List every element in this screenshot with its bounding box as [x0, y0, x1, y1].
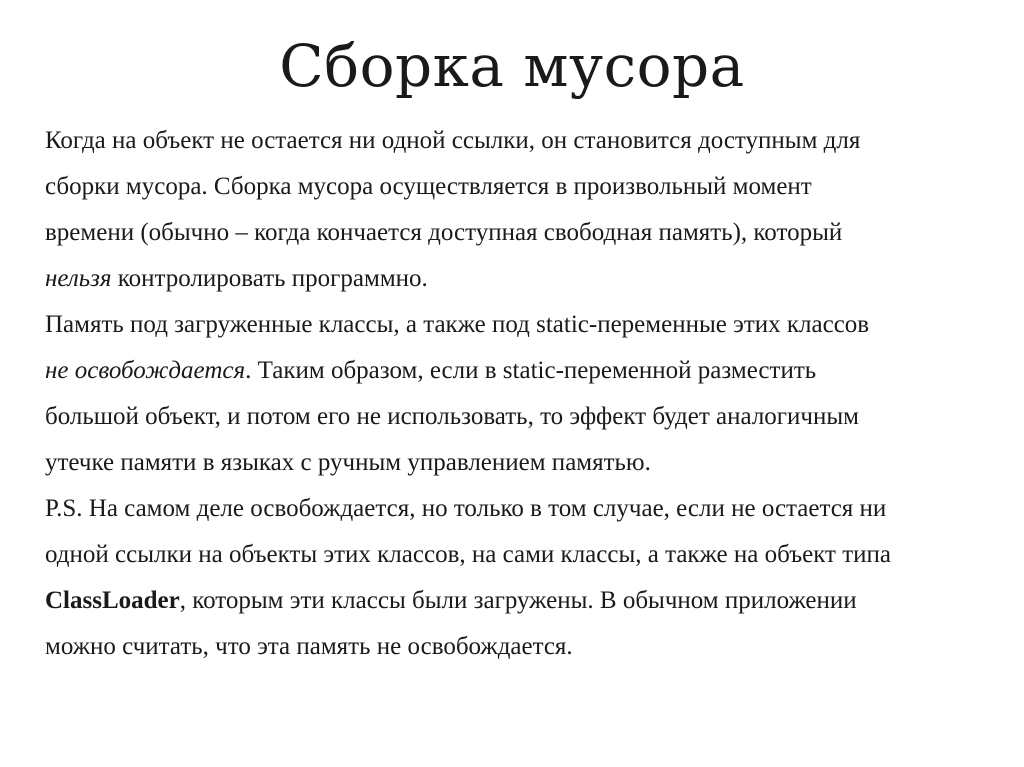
text-line: времени (обычно – когда кончается доступная свободная память), который [45, 219, 843, 246]
text-line: сборки мусора. Сборка мусора осуществляется в произвольный момент [45, 173, 812, 200]
text-line: можно считать, что эта память не освобождается. [45, 633, 573, 660]
classloader-term: ClassLoader [45, 587, 180, 614]
text-line: Память под загруженные классы, а также под static-переменные этих классов [45, 311, 870, 338]
text-line [45, 578, 995, 624]
text-line: P.S. На самом деле освобождается, но только в том случае, если не остается ни [45, 495, 887, 522]
emphasis-text: нельзя [45, 265, 112, 292]
emphasis-text: не освобождается [45, 357, 246, 384]
text-fragment: . Таким образом, если в static-переменной разместить [245, 357, 817, 384]
slide-body [45, 118, 995, 670]
text-fragment: контролировать программно. [111, 265, 428, 292]
text-line: большой объект, и потом его не использовать, то эффект будет аналогичным [45, 403, 860, 430]
paragraph-ps-note [45, 486, 995, 670]
text-line [45, 256, 995, 302]
text-line: одной ссылки на объекты этих классов, на сами классы, а также на объект типа [45, 541, 891, 568]
text-line: утечке памяти в языках с ручным управлением памятью. [45, 449, 651, 476]
text-fragment: , которым эти классы были загружены. В обычном приложении [179, 587, 857, 614]
slide-title: Сборка мусора [279, 32, 745, 100]
text-line: Когда на объект не остается ни одной ссылки, он становится доступным для [45, 127, 861, 154]
text-line [45, 348, 995, 394]
paragraph-class-memory [45, 302, 995, 486]
paragraph-garbage-collection [45, 118, 995, 302]
